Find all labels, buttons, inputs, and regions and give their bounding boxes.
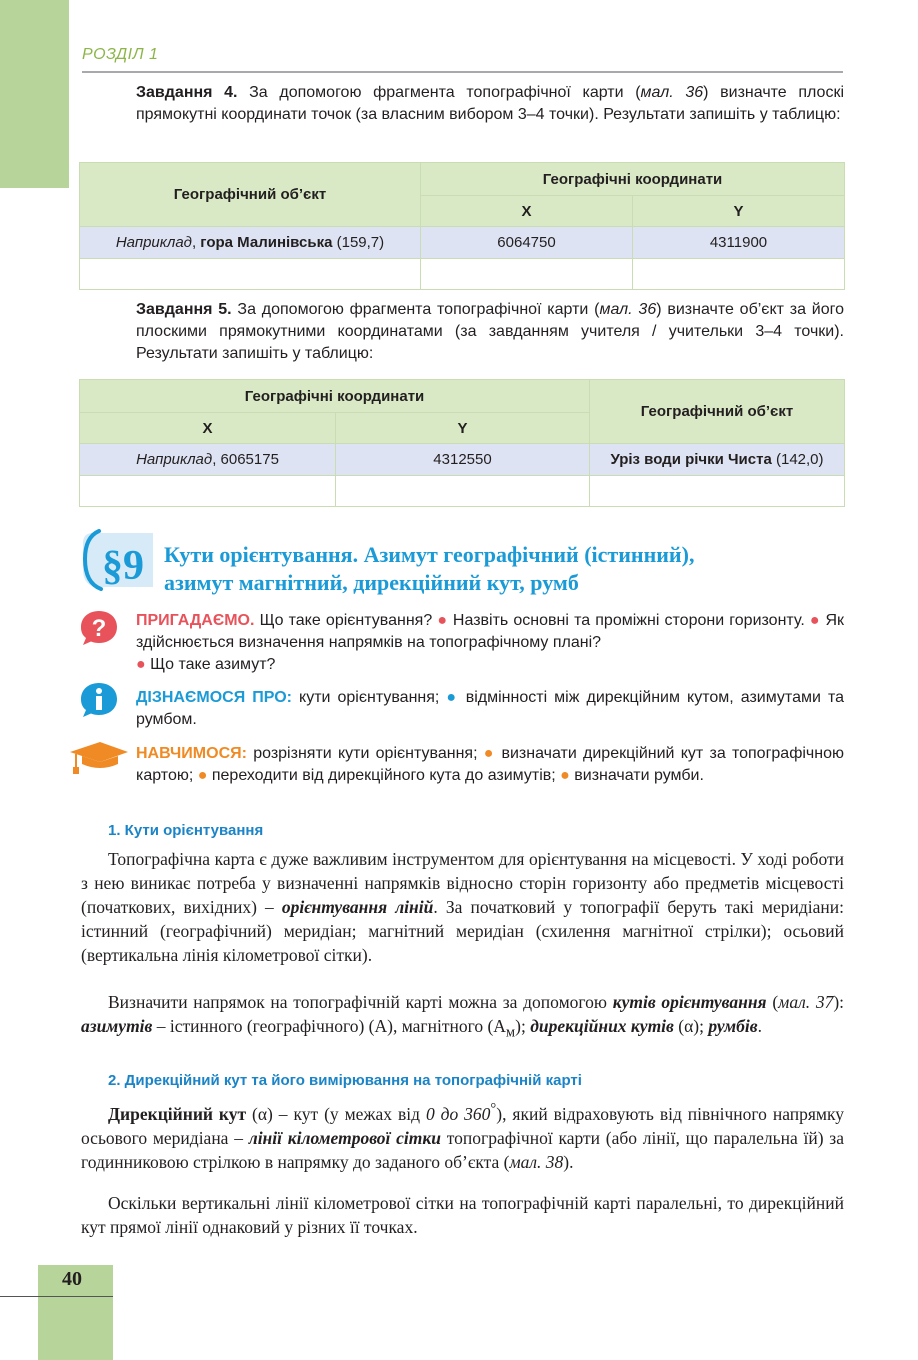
learn-about-keyword: ДІЗНАЄМОСЯ ПРО: [136, 689, 292, 706]
task-5-text-b: ) визначте об’єкт за його плоскими прямокутними координатами (за завданням учителя / учительки 3–4 точки). Результати запишіть у таблицю: [136, 301, 844, 362]
recall-keyword: ПРИГАДАЄМО. [136, 612, 255, 629]
table1-example-object: Наприклад, гора Малинівська (159,7) [80, 227, 421, 259]
page-corner-decoration [0, 0, 69, 188]
task-4 [136, 82, 844, 126]
task-4-label: Завдання 4. [136, 84, 238, 101]
table2-empty-cell[interactable] [80, 476, 336, 507]
subsection-2-paragraph-1: Дирекційний кут (α) – кут (у межах від 0 до 360°), який відраховують від північного напрямку осьового меридіана – лінії кілометрової сітки топографічної карти (або лінії, що паралельна їй) за годинниковою стрілкою в напрямку до заданого об’єкта (мал. 38). [81, 1101, 844, 1172]
svg-text:?: ? [91, 615, 107, 642]
table2-empty-cell[interactable] [590, 476, 845, 507]
section-badge [79, 529, 157, 591]
table1-header-object: Географічний об’єкт [80, 163, 421, 227]
table1-header-y: Y [633, 196, 845, 227]
coordinates-table-1 [79, 162, 845, 290]
table2-header-object: Географічний об’єкт [590, 380, 845, 444]
coordinates-table-2 [79, 379, 845, 507]
table-row [80, 227, 845, 259]
learn-to-block: НАВЧИМОСЯ: розрізняти кути орієнтування; ● визначати дирекційний кут за топографічною картою; ● переходити від дирекційного кута до азимутів; ● визначати румби. [136, 745, 844, 784]
table2-header-y: Y [336, 413, 590, 444]
task-5 [136, 299, 844, 365]
table-row [80, 476, 845, 507]
task-4-text-a: За допомогою фрагмента топографічної карти ( [237, 84, 641, 101]
subsection-1-paragraph-2: Визначити напрямок на топографічній карті можна за допомогою кутів орієнтування (мал. 37): азимутів – істинного (географічного) (А), магнітного $(А_м)$; дирекційних кутів (α); румбів. [81, 992, 845, 1041]
task-5-ref: мал. 36 [599, 301, 657, 318]
section-number: §9 [102, 543, 144, 589]
task-5-text-a: За допомогою фрагмента топографічної карти ( [231, 301, 600, 318]
table-row [80, 259, 845, 290]
section-title: Кути орієнтування. Азимут географічний (істинний), азимут магнітний, дирекційний кут, румб [164, 542, 695, 595]
table2-example-object: Уріз води річки Чиста (142,0) [590, 444, 845, 476]
table1-empty-cell[interactable] [633, 259, 845, 290]
task-4-text-b: ) визначте плоскі прямокутні координати точок (за власним вибором 3–4 точки). Результати запишіть у таблицю: [136, 84, 844, 123]
table2-example-y: 4312550 [336, 444, 590, 476]
table1-header-x: X [421, 196, 633, 227]
subsection-2-heading: 2. Дирекційний кут та його вимірювання на топографічній карті [108, 1072, 582, 1089]
table2-header-coords: Географічні координати [80, 380, 590, 413]
task-5-label: Завдання 5. [136, 301, 232, 318]
header-divider [82, 71, 843, 73]
table2-header-x: X [80, 413, 336, 444]
info-icon [79, 681, 119, 719]
table1-empty-cell[interactable] [80, 259, 421, 290]
table1-empty-cell[interactable] [421, 259, 633, 290]
table-row [80, 444, 845, 476]
subsection-1-heading: 1. Кути орієнтування [108, 822, 264, 839]
learn-about-block: ДІЗНАЄМОСЯ ПРО: кути орієнтування; ● відмінності між дирекційним кутом, азимутами та румбом. [136, 689, 844, 728]
page-number: 40 [62, 1268, 82, 1290]
graduation-cap-icon [68, 742, 128, 776]
table2-example-x: Наприклад, 6065175 [80, 444, 336, 476]
footer-divider [0, 1296, 113, 1297]
table1-example-y: 4311900 [633, 227, 845, 259]
task-4-ref: мал. 36 [640, 84, 704, 101]
question-icon [79, 609, 119, 647]
learn-to-keyword: НАВЧИМОСЯ: [136, 745, 247, 762]
table1-example-x: 6064750 [421, 227, 633, 259]
table1-header-coords: Географічні координати [421, 163, 845, 196]
section-label: РОЗДІЛ 1 [82, 46, 159, 63]
subsection-2-paragraph-2: Оскільки вертикальні лінії кілометрової сітки на топографічній карті паралельні, то дирекційний кут прямої лінії однаковий у різних її точках. [81, 1193, 844, 1237]
table2-empty-cell[interactable] [336, 476, 590, 507]
recall-block: ПРИГАДАЄМО. Що таке орієнтування? ● Назвіть основні та проміжні сторони горизонту. ● Як здійснюється визначення напрямків на топографічному плані? ● Що таке азимут? [136, 612, 845, 673]
subsection-1-paragraph-1: Топографічна карта є дуже важливим інструментом для орієнтування на місцевості. У ході роботи з нею виникає потреба у визначенні напрямків відносно сторін горизонту або предметів місцевості (початкових, вихідних) – орієнтування ліній. За початковий у топографії беруть такі меридіани: істинний (географічний) меридіан; магнітний меридіан (схилення магнітної стрілки); осьовий (вертикальна лінія кілометрової сітки). [81, 849, 845, 965]
